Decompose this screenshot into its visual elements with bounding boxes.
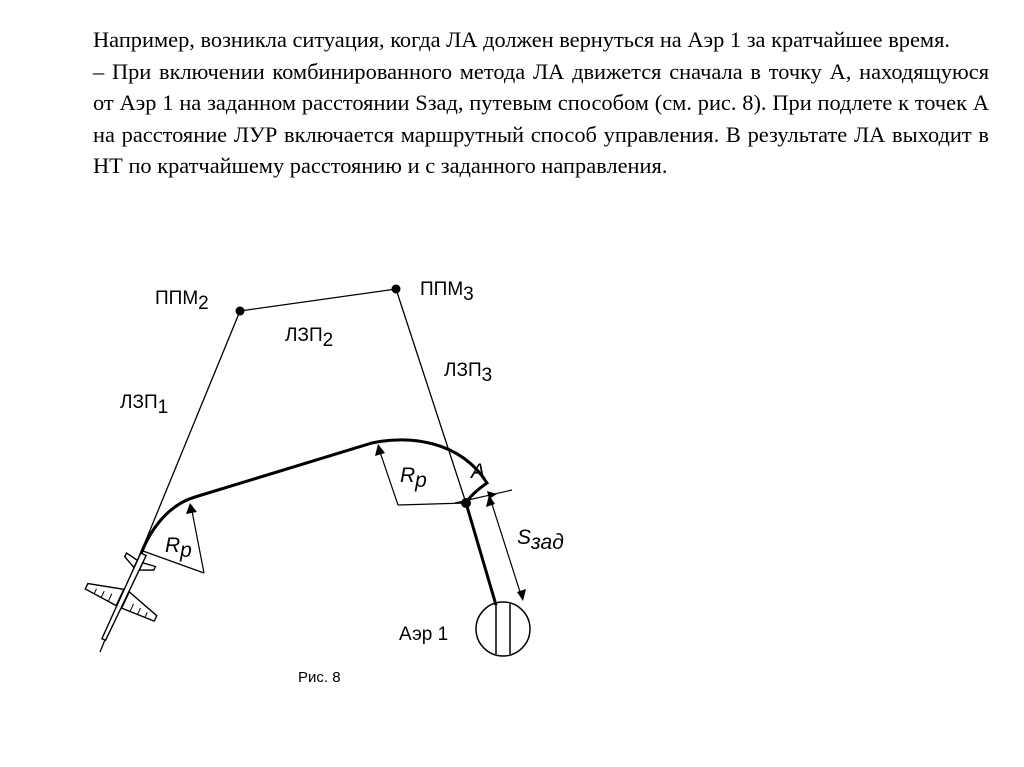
ppm3-point (392, 285, 401, 294)
label-lzp3: ЛЗП3 (444, 360, 493, 386)
label-aerodrome: Аэр 1 (399, 624, 449, 645)
label-ppm3: ППМ3 (420, 279, 474, 305)
label-lzp1: ЛЗП1 (120, 392, 169, 418)
radius-left-arrow-shaft (192, 511, 204, 573)
aircraft-icon (69, 538, 178, 655)
figure-caption: Рис. 8 (298, 669, 341, 686)
route-leg-2 (240, 289, 396, 311)
paragraph-1: Например, возникла ситуация, когда ЛА должен вернуться на Аэр 1 за кратчайшее время. (93, 27, 950, 52)
point-a (461, 498, 471, 508)
label-point-a: A (471, 460, 486, 483)
label-ppm2: ППМ2 (155, 288, 209, 314)
s-zad-arrowhead-bottom (517, 589, 526, 601)
aerodrome-icon (476, 602, 530, 656)
label-lzp2: ЛЗП2 (285, 325, 334, 351)
aircraft-trajectory (135, 440, 496, 605)
paragraph-2: – При включении комбинированного метода ЛА движется сначала в точку А, находящуюся от Аэр 1 на заданном расстоянии Sзад, путевым способом (см. рис. 8). При подлете к точек А на расстояние ЛУР включается маршрутный способ управления. В результате ЛА выходит в НТ по кратчайшему расстоянию и с заданного направления. (93, 58, 989, 178)
radius-left-arrowhead (186, 503, 197, 514)
label-s-zad: Sзад (517, 526, 564, 554)
label-rp-right: Rр (400, 464, 427, 492)
radius-right-arrowhead (375, 444, 385, 456)
label-rp-left: Rр (165, 534, 192, 562)
ppm2-point (236, 307, 245, 316)
radius-right-arrow-shaft (380, 452, 398, 505)
